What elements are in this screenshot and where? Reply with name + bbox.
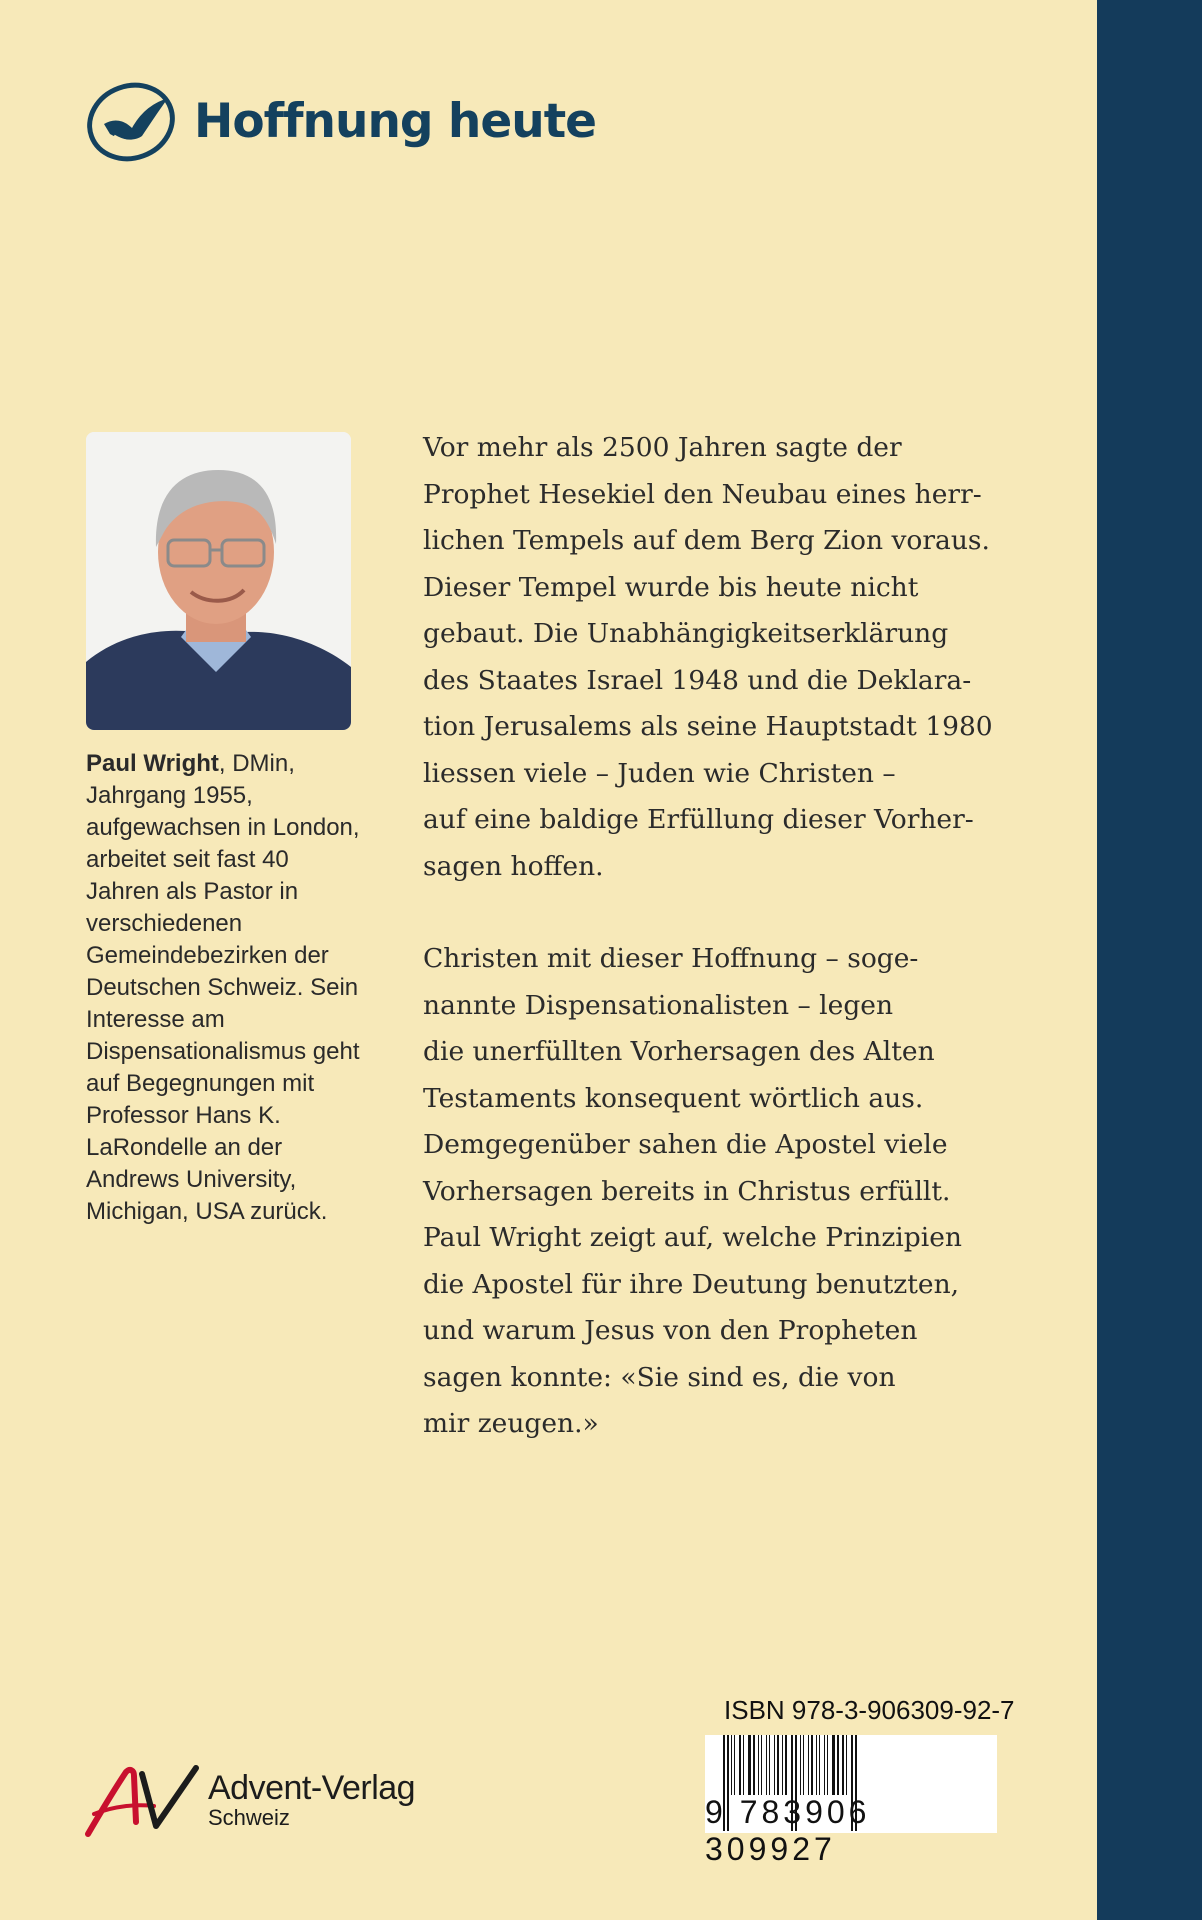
barcode-bar (811, 1735, 813, 1795)
blurb-line: des Staates Israel 1948 und die Deklara- (423, 664, 972, 696)
barcode-bar (777, 1735, 779, 1795)
series-logo (84, 78, 596, 164)
barcode-bar (731, 1735, 732, 1795)
advent-verlag-logo-icon (84, 1760, 202, 1840)
barcode-bar (748, 1735, 751, 1795)
blurb-line: sagen konnte: «Sie sind es, die von (423, 1361, 896, 1393)
blurb-paragraph-1 (423, 425, 1023, 890)
barcode-bar (846, 1735, 847, 1795)
blurb-line: Paul Wright zeigt auf, welche Prinzipien (423, 1222, 962, 1253)
blurb-line: lichen Tempels auf dem Berg Zion voraus. (423, 525, 990, 556)
blurb-line: die Apostel für ihre Deutung benutzten, (423, 1268, 960, 1300)
blurb-line: nannte Dispensationalisten – legen (423, 989, 894, 1021)
barcode-bar (766, 1735, 767, 1795)
blurb-line: sagen hoffen. (423, 850, 604, 882)
barcode-bar (758, 1735, 759, 1795)
barcode-bar (819, 1735, 820, 1795)
blurb-paragraph-2 (423, 936, 1023, 1448)
barcode-bar (785, 1735, 787, 1795)
barcode-bar (808, 1735, 809, 1795)
barcode-bar (734, 1735, 735, 1795)
publisher-logo (84, 1760, 415, 1840)
author-bio-text: , DMin, Jahrgang 1955, aufgewachsen in London, arbeitet seit fast 40 Jahren als Pastor in verschiedenen Gemeindebezirken der Deutschen Schweiz. Sein Interesse am Dispensationalismus geht auf Begegnungen mit Professor Hans K. LaRondelle an der Andrews University, Michigan, USA zurück. (86, 750, 360, 1225)
barcode-bar (832, 1735, 835, 1795)
barcode-bar (800, 1735, 801, 1795)
blurb (423, 425, 1023, 1448)
blurb-line: Prophet Hesekiel den Neubau eines herr- (423, 478, 982, 510)
barcode-bar (827, 1735, 828, 1795)
blurb-line: Vorhersagen bereits in Christus erfüllt. (423, 1175, 951, 1207)
barcode-bar (782, 1735, 783, 1795)
barcode-bar (753, 1735, 755, 1795)
barcode-bar (761, 1735, 762, 1795)
publisher-name: Advent-Verlag (208, 1769, 416, 1807)
blurb-line: liessen viele – Juden wie Christen – (423, 757, 896, 789)
blurb-line: Testaments konsequent wörtlich aus. (423, 1082, 924, 1114)
barcode-digits: 9 783906 309927 (705, 1794, 871, 1867)
barcode-bar (769, 1735, 770, 1795)
blurb-line: und warum Jesus von den Propheten (423, 1315, 918, 1346)
author-portrait-image (86, 432, 351, 730)
barcode-bar (774, 1735, 775, 1795)
publisher-subtitle: Schweiz (208, 1805, 290, 1830)
barcode-bar (739, 1735, 741, 1795)
blurb-line: die unerfüllten Vorhersagen des Alten (423, 1036, 935, 1067)
series-title: Hoffnung heute (194, 93, 597, 149)
author-bio (86, 748, 366, 1228)
book-spine (1097, 0, 1202, 1920)
blurb-line: Christen mit dieser Hoffnung – soge- (423, 943, 919, 974)
blurb-line: gebaut. Die Unabhängigkeitserklärung (423, 618, 949, 649)
barcode-bar (837, 1735, 839, 1795)
blurb-line: tion Jerusalems als seine Hauptstadt 1980 (423, 711, 993, 742)
barcode-bar (824, 1735, 825, 1795)
isbn-label: ISBN 978-3-906309-92-7 (724, 1695, 1015, 1725)
barcode-bar (816, 1735, 817, 1795)
barcode-bar (803, 1735, 804, 1795)
blurb-line: Demgegenüber sahen die Apostel viele (423, 1129, 948, 1160)
blurb-line: Dieser Tempel wurde bis heute nicht (423, 571, 919, 603)
blurb-line: auf eine baldige Erfüllung dieser Vorher- (423, 804, 974, 835)
blurb-line: Vor mehr als 2500 Jahren sagte der (423, 432, 902, 463)
blurb-line: mir zeugen.» (423, 1408, 599, 1439)
dove-icon (84, 78, 182, 164)
barcode-bar (842, 1735, 844, 1795)
author-photo (86, 432, 351, 730)
barcode-bar (743, 1735, 744, 1795)
author-name: Paul Wright (86, 750, 219, 777)
